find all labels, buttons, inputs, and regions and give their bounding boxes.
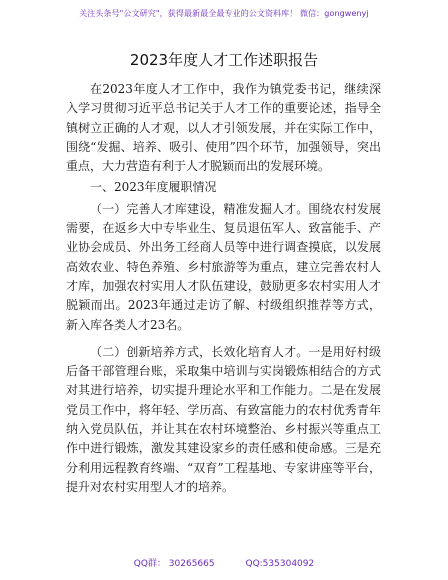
footer-qq-number: QQ:535304092 <box>245 559 315 569</box>
footer-contacts <box>0 556 448 569</box>
section-heading: 一、2023年度履职情况 <box>90 180 217 195</box>
footer-qq-group: QQ群： 30265665 <box>133 559 215 569</box>
header-notice: 关注头条号"公文研究"，获得最新最全最专业的公文资料库！ 微信：gongwenyj <box>79 9 369 18</box>
body-paragraph: （二）创新培养方式，长效化培育人才。一是用好村级后备干部管理台账，采取集中培训与实岗锻炼相结合的方式对其进行培养，切实提升理论水平和工作能力。二是在发展党员工作中，将年轻、学历高、有致富能力的农村优秀青年纳入党员队伍，并让其在农村环境整治、乡村振兴等重点工作中进行锻炼，激发其建设家乡的责任感和使命感。三是充分利用远程教育终端、“双育”工程基地、专家讲座等平台，提升对农村实用型人才的培养。 <box>66 344 381 494</box>
body-paragraph: （一）完善人才库建设，精准发掘人才。围绕农村发展需要，在返乡大中专毕业生、复员退伍军人、致富能手、产业协会成员、外出务工经商人员等中进行调查摸底，以发展高效农业、特色养殖、乡村旅游等为重点，建立完善农村人才库，加强农村实用人才队伍建设，鼓励更多农村实用人才脱颖而出。2023年通过走访了解、村级组织推荐等方式，新入库各类人才23名。 <box>66 201 381 332</box>
document-title: 2023年度人才工作述职报告 <box>129 51 319 69</box>
document-body <box>66 80 381 497</box>
intro-paragraph: 在2023年度人才工作中，我作为镇党委书记，继续深入学习贯彻习近平总书记关于人才工作的重要论述，指导全镇树立正确的人才观，以人才引领发展，并在实际工作中，围绕“发掘、培养、吸引、使用”四个环节，加强领导，突出重点，大力营造有利于人才脱颖而出的发展环境。 <box>66 82 381 174</box>
